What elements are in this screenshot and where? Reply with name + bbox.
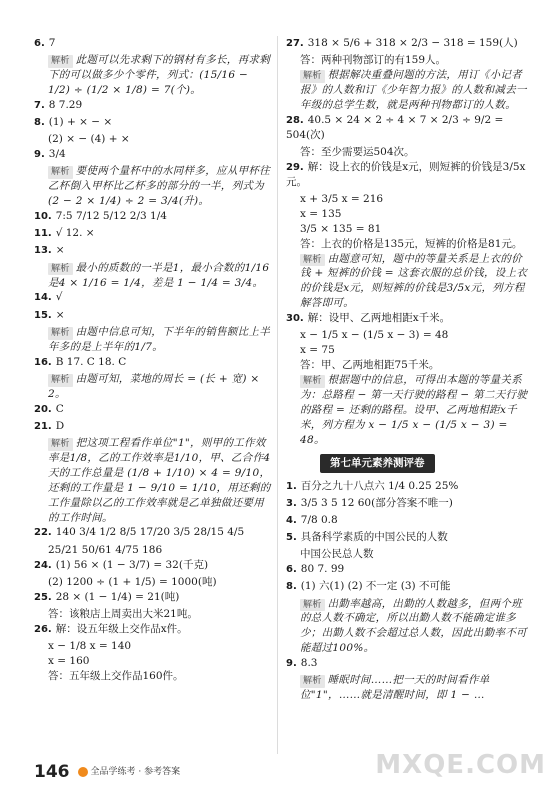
answer-line: 答：上衣的价格是135元，短裤的价格是81元。 <box>300 237 523 250</box>
answer-line: 答：两种刊物部订的有159人。 <box>300 54 447 67</box>
question-number: 29. <box>286 161 304 173</box>
explanation-text: 由题中信息可知，下半年的销售额比上半年多的是上半年的1/7。 <box>48 325 271 353</box>
explanation <box>48 53 272 98</box>
question-answer <box>286 562 532 577</box>
answer-line: 答：甲、乙两地相距75千米。 <box>300 359 440 372</box>
answer-text: 解：设上衣的价钱是x元，则短裤的价钱是3/5x元。 <box>286 160 526 188</box>
answer-text: (1) 56 × (1 − 3/7) = 32(千克) <box>55 558 209 571</box>
question-number: 3. <box>286 497 297 509</box>
question-number: 22. <box>34 527 52 539</box>
explanation <box>48 261 272 291</box>
explanation-tag: 解析 <box>300 254 325 267</box>
answer-text: 具备科学素质的中国公民的人数 <box>300 531 448 544</box>
page-number: 146 <box>34 762 70 782</box>
explanation <box>300 68 532 113</box>
question-answer <box>34 36 272 51</box>
question-answer <box>34 558 272 573</box>
question-answer <box>34 98 272 113</box>
explanation-tag: 解析 <box>48 327 73 340</box>
question-answer <box>286 530 532 545</box>
question-number: 10. <box>34 211 52 223</box>
answer-line: 中国公民总人数 <box>300 548 374 561</box>
question-number: 13. <box>34 245 52 257</box>
answer-text: 3/5 3 5 12 60(部分答案不唯一) <box>300 496 453 509</box>
answer-text: × <box>55 308 65 321</box>
page-footer <box>34 760 180 784</box>
book-label <box>78 766 181 779</box>
explanation <box>300 673 532 703</box>
answer-text: 解：设甲、乙两地相距x千米。 <box>307 312 451 325</box>
question-answer <box>286 656 532 671</box>
question-answer <box>286 36 532 51</box>
question-number: 24. <box>34 559 52 571</box>
answer-text: 7 <box>48 37 56 49</box>
left-column <box>34 36 272 684</box>
question-answer <box>34 402 272 417</box>
question-answer <box>286 160 532 190</box>
question-answer <box>286 113 532 143</box>
explanation-text: 要使两个量杯中的水同样多，应从甲杯往乙杯倒入甲杯比乙杯多的部分的一半，列式为 (2 − 2 × 1/4) ÷ 2 = 3/4(升)。 <box>48 165 271 208</box>
question-number: 11. <box>34 228 52 240</box>
question-number: 9. <box>34 149 45 161</box>
question-answer <box>34 243 272 258</box>
question-number: 6. <box>286 564 297 576</box>
question-number: 21. <box>34 420 52 432</box>
explanation-tag: 解析 <box>300 675 325 688</box>
question-answer <box>34 147 272 162</box>
question-number: 30. <box>286 313 304 325</box>
explanation <box>300 597 532 657</box>
question-number: 8. <box>286 581 297 593</box>
question-number: 7. <box>34 99 45 111</box>
question-number: 9. <box>286 658 297 670</box>
answer-text: 解：设五年级上交作品x件。 <box>55 622 188 635</box>
explanation-text: 出勤率越高，出勤的人数越多，但两个班的总人数不确定，所以出勤人数不能确定谁多少；出勤人数不会超过总人数，因此出勤率不可能超过100%。 <box>300 597 527 655</box>
answer-line: x = 160 <box>48 654 90 667</box>
question-answer <box>34 115 272 130</box>
explanation-tag: 解析 <box>48 263 73 276</box>
explanation <box>48 325 272 355</box>
answer-text: × <box>55 244 65 257</box>
explanation-tag: 解析 <box>48 55 73 68</box>
question-answer <box>286 496 532 511</box>
answer-text: 80 7. 99 <box>300 563 345 576</box>
question-answer <box>286 513 532 528</box>
explanation <box>48 164 272 209</box>
answer-line: 答：五年级上交作品160件。 <box>48 669 184 682</box>
watermark: MXQE.COM <box>375 750 546 781</box>
explanation <box>300 373 532 448</box>
answer-text: 7/8 0.8 <box>300 513 338 526</box>
explanation-tag: 解析 <box>48 438 73 451</box>
book-logo-icon <box>78 767 88 777</box>
question-number: 5. <box>286 532 297 544</box>
answer-text: B 17. C 18. C <box>55 355 127 368</box>
explanation-tag: 解析 <box>300 70 325 83</box>
answer-line: x = 75 <box>300 344 335 357</box>
question-number: 25. <box>34 591 52 603</box>
answer-line: (2) × − (4) + × <box>48 133 130 146</box>
question-number: 14. <box>34 292 52 304</box>
question-number: 27. <box>286 38 304 49</box>
question-number: 16. <box>34 356 52 368</box>
right-column <box>286 36 532 703</box>
question-answer <box>34 308 272 323</box>
explanation-text: 此题可以先求剩下的钢材有多长，再求剩下的可以做多少个零件，列式：(15/16 − 1/2) ÷ (1/2 × 1/8) = 7(个)。 <box>48 54 271 96</box>
question-answer <box>34 590 272 605</box>
question-answer <box>34 226 272 241</box>
question-number: 8. <box>34 117 45 129</box>
answer-text: (1) 六(1) (2) 不一定 (3) 不可能 <box>300 580 451 593</box>
question-answer <box>286 579 532 594</box>
answer-line: 答：该粮店上周卖出大米21吨。 <box>48 607 198 620</box>
answer-text: 百分之九十八点六 1/4 0.25 25% <box>300 479 459 492</box>
answer-text: 28 × (1 − 1/4) = 21(吨) <box>55 590 180 603</box>
explanation-tag: 解析 <box>48 374 73 387</box>
question-answer <box>34 525 272 540</box>
explanation-text: 由题可知，菜地的周长 = (长 + 宽) × 2。 <box>48 372 260 400</box>
answer-text: 8 7.29 <box>48 98 83 111</box>
explanation-text: 根据题中的信息，可得出本题的等量关系为：总路程 − 第一天行驶的路程 − 第二天行驶的路程 = 还剩的路程。设甲、乙两地相距x千米，列方程为 x − 1/5 x − (1/5 x − 3) = 48。 <box>300 374 528 446</box>
explanation-tag: 解析 <box>48 166 73 179</box>
answer-text: 318 × 5/6 + 318 × 2/3 − 318 = 159(人) <box>307 37 518 49</box>
explanation <box>48 436 272 525</box>
answer-text: 7:5 7/12 5/12 2/3 1/4 <box>55 210 167 223</box>
explanation-text: 最小的质数的一半是1，最小合数的1/16是4 × 1/16 = 1/4，差是 1 − 1/4 = 3/4。 <box>48 261 270 289</box>
answer-text: 140 3/4 1/2 8/5 17/20 3/5 28/15 4/5 <box>55 526 245 539</box>
question-answer <box>34 355 272 370</box>
answer-text: C <box>55 402 64 415</box>
question-number: 4. <box>286 514 297 526</box>
question-answer <box>286 311 532 326</box>
answer-text: (1) + × − × <box>48 116 113 129</box>
question-answer <box>34 622 272 637</box>
question-answer <box>34 419 272 434</box>
question-number: 15. <box>34 309 52 321</box>
column-divider <box>277 36 278 754</box>
answer-text: √ <box>55 291 63 304</box>
answer-text: D <box>55 419 65 432</box>
explanation-text: 根据解决重叠问题的方法，用订《小记者报》的人数和订《少年智力报》的人数和减去一年级的总学生数，就是两种刊物都订的人数。 <box>300 69 527 111</box>
answer-text: 3/4 <box>48 148 66 161</box>
question-number: 20. <box>34 403 52 415</box>
answer-line: x + 3/5 x = 216 <box>300 192 384 205</box>
answer-line: 答：至少需要运504次。 <box>300 145 415 158</box>
answer-line: 3/5 × 135 = 81 <box>300 222 382 235</box>
question-number: 1. <box>286 480 297 492</box>
explanation-tag: 解析 <box>300 599 325 612</box>
question-number: 28. <box>286 114 304 126</box>
question-answer <box>34 290 272 305</box>
explanation <box>300 252 532 312</box>
answer-text: 8.3 <box>300 657 318 670</box>
book-title: 全品学练考 · 参考答案 <box>90 766 181 777</box>
explanation-text: 睡眠时间……把一天的时间看作单位"1"，……就是清醒时间，即 1 − … <box>300 674 490 702</box>
explanation-text: 由题意可知，题中的等量关系是上衣的价钱 + 短裤的价钱 = 这套衣服的总价钱，设上衣的价钱是x元，则短裤的价钱是3/5x元，列方程解答即可。 <box>300 252 528 310</box>
explanation <box>48 372 272 402</box>
explanation-text: 把这项工程看作单位"1"，则甲的工作效率是1/8，乙的工作效率是1/10，甲、乙合作4天的工作总量是 (1/8 + 1/10) × 4 = 9/10，还剩的工作量是 1 − 9/10 = 1/10，用还剩的工作量除以乙的工作效率就是乙单独做还要用的工作时间。 <box>48 437 271 524</box>
question-number: 6. <box>34 38 45 49</box>
explanation-tag: 解析 <box>300 375 325 388</box>
answer-line: x − 1/5 x − (1/5 x − 3) = 48 <box>300 329 449 342</box>
answer-line: x = 135 <box>300 207 342 220</box>
answer-text: 40.5 × 24 × 2 ÷ 4 × 7 × 2/3 ÷ 9/2 = 504(次) <box>286 113 504 141</box>
answer-line: x − 1/8 x = 140 <box>48 639 132 652</box>
question-number: 26. <box>34 623 52 635</box>
section-title: 第七单元素养测评卷 <box>320 454 435 473</box>
answer-line: (2) 1200 ÷ (1 + 1/5) = 1000(吨) <box>48 575 217 588</box>
question-answer <box>34 209 272 224</box>
answer-text: √ 12. × <box>55 227 95 240</box>
answer-line: 25/21 50/61 4/75 186 <box>48 543 163 556</box>
question-answer <box>286 479 532 494</box>
